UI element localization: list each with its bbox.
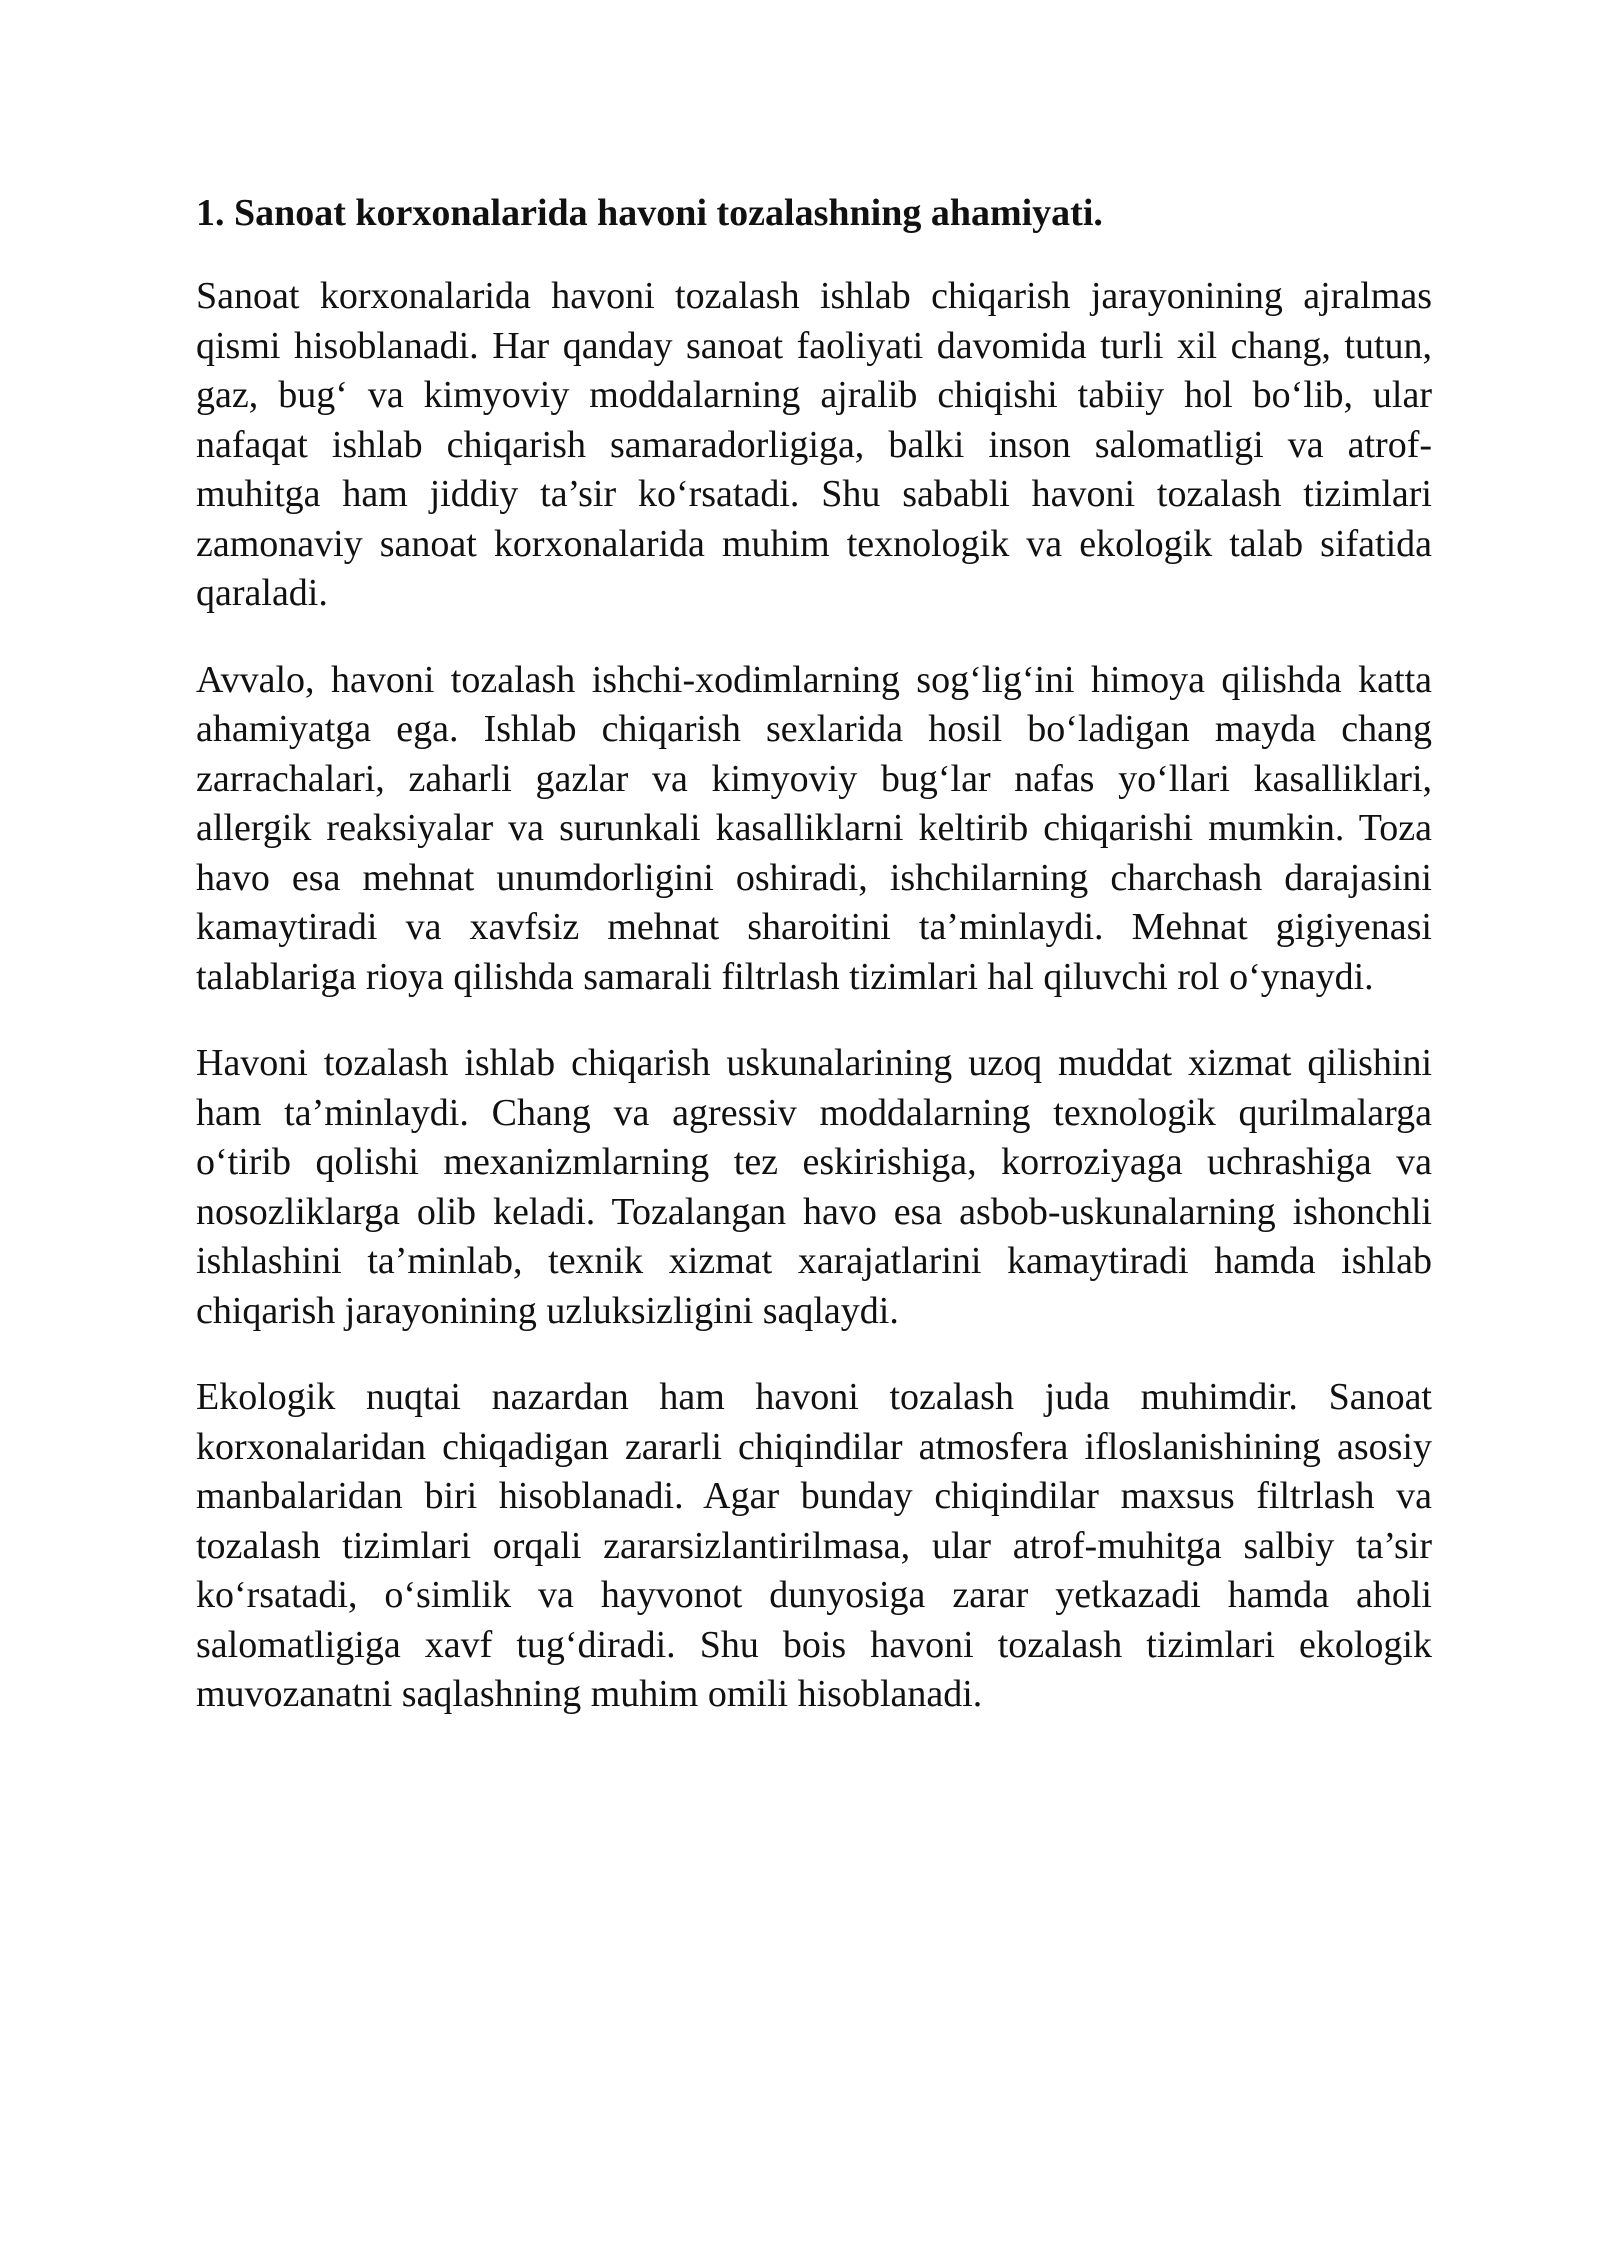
- paragraph-equipment: Havoni tozalash ishlab chiqarish uskunalarining uzoq muddat xizmat qilishini ham ta’minlaydi. Chang va agressiv moddalarning texnologik qurilmalarga o‘tirib qolishi mexanizmlarning tez eskirishiga, korroziyaga uchrashiga va nosozliklarga olib keladi. Tozalangan havo esa asbob-uskunalarning ishonchli ishlashini ta’minlab, texnik xizmat xarajatlarini kamaytiradi hamda ishlab chiqarish jarayonining uzluksizligini saqlaydi.: [196, 1042, 1432, 1332]
- paragraph-ecology: Ekologik nuqtai nazardan ham havoni tozalash juda muhimdir. Sanoat korxonalaridan chiqadigan zararli chiqindilar atmosfera ifloslanishining asosiy manbalaridan biri hisoblanadi. Agar bunday chiqindilar maxsus filtrlash va tozalash tizimlari orqali zararsizlantirilmasa, ular atrof-muhitga salbiy ta’sir ko‘rsatadi, o‘simlik va hayvonot dunyosiga zarar yetkazadi hamda aholi salomatligiga xavf tug‘diradi. Shu bois havoni tozalash tizimlari ekologik muvozanatni saqlashning muhim omili hisoblanadi.: [196, 1376, 1432, 1715]
- document-body: [196, 188, 1432, 1757]
- section-heading: 1. Sanoat korxonalarida havoni tozalashning ahamiyati.: [196, 192, 1103, 234]
- paragraph-intro: Sanoat korxonalarida havoni tozalash ishlab chiqarish jarayonining ajralmas qismi hisoblanadi. Har qanday sanoat faoliyati davomida turli xil chang, tutun, gaz, bug‘ va kimyoviy moddalarning ajralib chiqishi tabiiy hol bo‘lib, ular nafaqat ishlab chiqarish samaradorligiga, balki inson salomatligi va atrof-muhitga ham jiddiy ta’sir ko‘rsatadi. Shu sababli havoni tozalash tizimlari zamonaviy sanoat korxonalarida muhim texnologik va ekologik talab sifatida qaraladi.: [196, 275, 1432, 614]
- paragraph-worker-health: Avvalo, havoni tozalash ishchi-xodimlarning sog‘lig‘ini himoya qilishda katta ahamiyatga ega. Ishlab chiqarish sexlarida hosil bo‘ladigan mayda chang zarrachalari, zaharli gazlar va kimyoviy bug‘lar nafas yo‘llari kasalliklari, allergik reaksiyalar va surunkali kasalliklarni keltirib chiqarishi mumkin. Toza havo esa mehnat unumdorligini oshiradi, ishchilarning charchash darajasini kamaytiradi va xavfsiz mehnat sharoitini ta’minlaydi. Mehnat gigiyenasi talablariga rioya qilishda samarali filtrlash tizimlari hal qiluvchi rol o‘ynaydi.: [196, 658, 1432, 998]
